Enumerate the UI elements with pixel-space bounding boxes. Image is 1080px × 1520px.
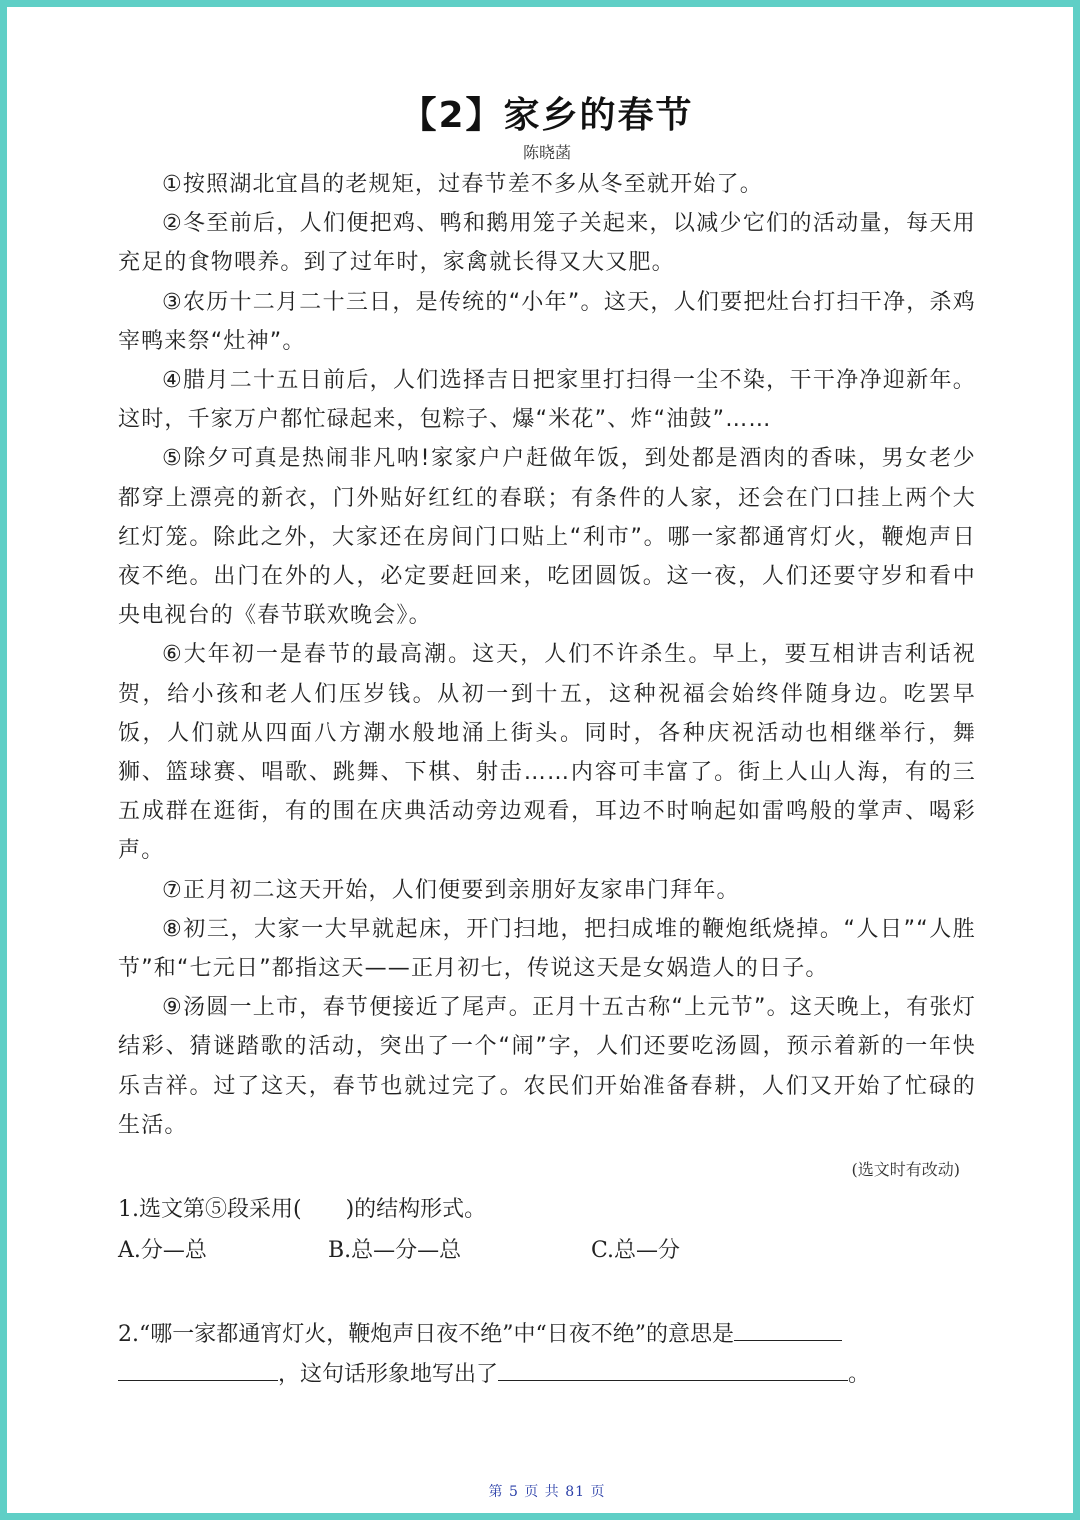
paragraph-4: ④腊月二十五日前后，人们选择吉日把家里打扫得一尘不染，干干净净迎新年。这时，千家万户都忙碌起来，包粽子、爆“米花”、炸“油鼓”…… xyxy=(118,368,976,433)
option-c: C.总—分 xyxy=(591,1238,681,1263)
question-2-text-mid: ，这句话形象地写出了 xyxy=(278,1362,499,1387)
paragraph-1: ①按照湖北宜昌的老规矩，过春节差不多从冬至就开始了。 xyxy=(162,172,763,197)
question-1-options xyxy=(118,1233,818,1265)
question-2 xyxy=(118,1315,978,1395)
paragraph-6: ⑥大年初一是春节的最高潮。这天，人们不许杀生。早上，要互相讲吉利话祝贺，给小孩和老人们压岁钱。从初一到十五，这种祝福会始终伴随身边。吃罢早饭，人们就从四面八方潮水般地涌上街头。同时，各种庆祝活动也相继举行，舞狮、篮球赛、唱歌、跳舞、下棋、射击……内容可丰富了。街上人山人海，有的三五成群在逛街，有的围在庆典活动旁边观看，耳边不时响起如雷鸣般的掌声、喝彩声。 xyxy=(118,642,976,864)
article-body xyxy=(118,165,976,1145)
answer-blank-1b[interactable] xyxy=(118,1356,278,1381)
paragraph-7: ⑦正月初二这天开始，人们便要到亲朋好友家串门拜年。 xyxy=(162,877,740,903)
answer-blank-2[interactable] xyxy=(498,1356,848,1381)
page-footer: 第 5 页 共 81 页 xyxy=(488,1484,606,1500)
paragraph-9: ⑨汤圆一上市，春节便接近了尾声。正月十五古称“上元节”。这天晚上，有张灯结彩、猜谜踏歌的活动，突出了一个“闹”字，人们还要吃汤圆，预示着新的一年快乐吉祥。过了这天，春节也就过完了。农民们开始准备春耕，人们又开始了忙碌的生活。 xyxy=(118,995,976,1138)
answer-blank-1a[interactable] xyxy=(734,1316,842,1341)
question-2-text-end: 。 xyxy=(848,1362,871,1387)
option-a: A.分—总 xyxy=(118,1238,207,1263)
paragraph-2: ②冬至前后，人们便把鸡、鸭和鹅用笼子关起来，以减少它们的活动量，每天用充足的食物喂养。到了过年时，家禽就长得又大又肥。 xyxy=(118,211,976,276)
question-2-text: 2.“哪一家都通宵灯火，鞭炮声日夜不绝”中“日夜不绝”的意思是 xyxy=(118,1322,734,1347)
article-author: 陈晓菡 xyxy=(522,143,571,162)
paragraph-3: ③农历十二月二十三日，是传统的“小年”。这天，人们要把灶台打扫干净，杀鸡宰鸭来祭“灶神”。 xyxy=(118,289,976,354)
article-title: 【2】家乡的春节 xyxy=(400,95,694,136)
paragraph-5: ⑤除夕可真是热闹非凡呐!家家户户赶做年饭，到处都是酒肉的香味，男女老少都穿上漂亮的新衣，门外贴好红红的春联；有条件的人家，还会在门口挂上两个大红灯笼。除此之外，大家还在房间门口贴上“利市”。哪一家都通宵灯火，鞭炮声日夜不绝。出门在外的人，必定要赶回来，吃团圆饭。这一夜，人们还要守岁和看中央电视台的《春节联欢晚会》。 xyxy=(118,446,976,629)
source-note: (选文时有改动) xyxy=(851,1160,960,1179)
option-b: B.总—分—总 xyxy=(328,1238,462,1263)
paragraph-8: ⑧初三，大家一大早就起床，开门扫地，把扫成堆的鞭炮纸烧掉。“人日”“人胜节”和“七元日”都指这天——正月初七，传说这天是女娲造人的日子。 xyxy=(118,916,976,982)
question-1: 1.选文第⑤段采用( )的结构形式。 xyxy=(118,1197,487,1222)
